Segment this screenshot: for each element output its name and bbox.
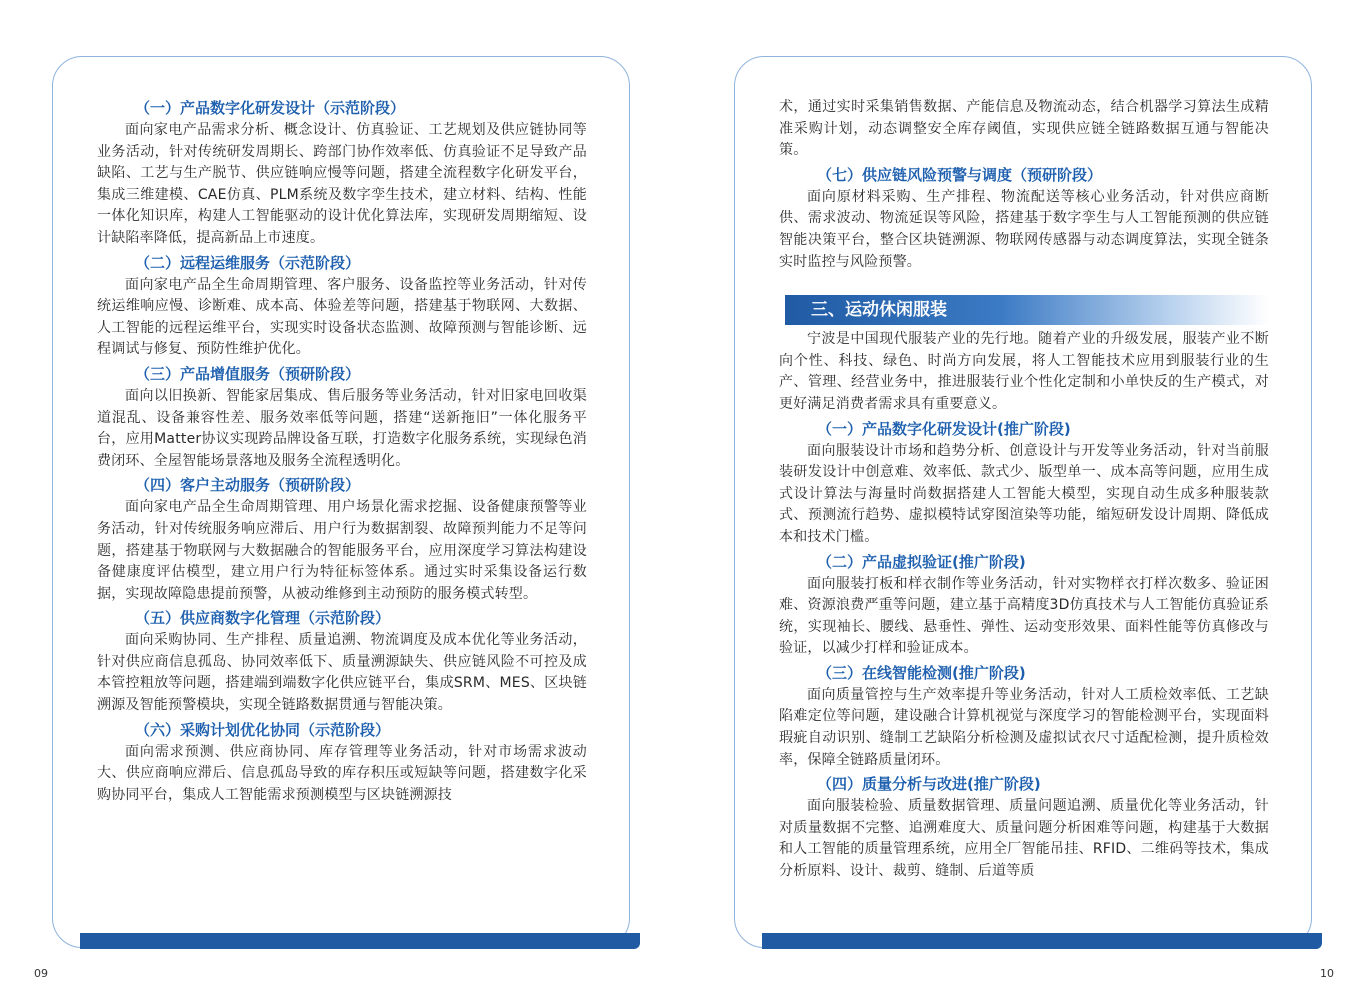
section-heading: （七）供应链风险预警与调度（预研阶段） xyxy=(817,165,1103,184)
page-number-right: 10 xyxy=(1320,967,1334,980)
left-page xyxy=(52,56,630,948)
section-heading: （三）产品增值服务（预研阶段） xyxy=(135,364,361,383)
section-heading: （二）远程运维服务（示范阶段） xyxy=(135,253,361,272)
paragraph: 面向原材料采购、生产排程、物流配送等核心业务活动，针对供应商断供、需求波动、物流延误等风险，搭建基于数字孪生与人工智能预测的供应链智能决策平台，整合区块链溯源、物联网传感器与动态调度算法，实现全链条实时监控与风险预警。 xyxy=(779,188,1269,270)
page-number-left: 09 xyxy=(34,967,48,980)
section-heading: （四）客户主动服务（预研阶段） xyxy=(135,476,361,495)
section-heading: （二）产品虚拟验证(推广阶段) xyxy=(817,552,1026,571)
right-page-content xyxy=(779,97,1269,885)
section-heading: （六）采购计划优化协同（示范阶段） xyxy=(135,720,391,739)
right-page-bottom-bar xyxy=(762,933,1322,949)
section-heading: （四）质量分析与改进(推广阶段) xyxy=(817,775,1041,794)
paragraph: 面向服装检验、质量数据管理、质量问题追溯、质量优化等业务活动，针对质量数据不完整、追溯难度大、质量问题分析困难等问题，构建基于大数据和人工智能的质量管理系统，应用全厂智能吊挂、RFID、二维码等技术，集成分析原料、设计、裁剪、缝制、后道等质 xyxy=(779,798,1269,880)
paragraph: 宁波是中国现代服装产业的先行地。随着产业的升级发展，服装产业不断向个性、科技、绿色、时尚方向发展，将人工智能技术应用到服装行业的生产、管理、经营业务中，推进服装行业个性化定制和小单快反的生产模式，对更好满足消费者需求具有重要意义。 xyxy=(779,331,1269,412)
paragraph: 面向家电产品全生命周期管理、客户服务、设备监控等业务活动，针对传统运维响应慢、诊断难、成本高、体验差等问题，搭建基于物联网、大数据、人工智能的远程运维平台，实现实时设备状态监测、故障预测与智能诊断、远程调试与修复、预防性维护优化。 xyxy=(97,276,587,358)
paragraph: 面向采购协同、生产排程、质量追溯、物流调度及成本优化等业务活动，针对供应商信息孤岛、协同效率低下、质量溯源缺失、供应链风险不可控及成本管控粗放等问题，搭建端到端数字化供应链平台，集成SRM、MES、区块链溯源及智能预警模块，实现全链路数据贯通与智能决策。 xyxy=(97,632,587,714)
paragraph: 面向服装设计市场和趋势分析、创意设计与开发等业务活动，针对当前服装研发设计中创意难、效率低、款式少、版型单一、成本高等问题，应用生成式设计算法与海量时尚数据搭建人工智能大模型，实现自动生成多种服装款式、预测流行趋势、虚拟模特试穿图渲染等功能，缩短研发设计周期、降低成本和技术门槛。 xyxy=(779,442,1269,545)
left-page-bottom-bar xyxy=(80,933,640,949)
section-heading: （三）在线智能检测(推广阶段) xyxy=(817,663,1026,682)
paragraph: 面向需求预测、供应商协同、库存管理等业务活动，针对市场需求波动大、供应商响应滞后、信息孤岛导致的库存积压或短缺等问题，搭建数字化采购协同平台，集成人工智能需求预测模型与区块链溯源技 xyxy=(97,743,587,803)
section-heading: （五）供应商数字化管理（示范阶段） xyxy=(135,609,391,628)
chapter-banner: 三、运动休闲服装 xyxy=(779,295,1269,325)
left-page-content xyxy=(97,97,587,808)
paragraph: 面向家电产品需求分析、概念设计、仿真验证、工艺规划及供应链协同等业务活动，针对传统研发周期长、跨部门协作效率低、仿真验证不足导致产品缺陷、工艺与生产脱节、供应链响应慢等问题，搭建全流程数字化研发平台，集成三维建模、CAE仿真、PLM系统及数字孪生技术，建立材料、结构、性能一体化知识库，构建人工智能驱动的设计优化算法库，实现研发周期缩短、设计缺陷率降低，提高新品上市速度。 xyxy=(97,122,587,246)
section-heading: （一）产品数字化研发设计(推广阶段) xyxy=(817,419,1071,438)
paragraph: 面向家电产品全生命周期管理、用户场景化需求挖掘、设备健康预警等业务活动，针对传统服务响应滞后、用户行为数据割裂、故障预判能力不足等问题，搭建基于物联网与大数据融合的智能服务平台，应用深度学习算法构建设备健康度评估模型，建立用户行为特征标签体系。通过实时采集设备运行数据，实现故障隐患提前预警，从被动维修到主动预防的服务模式转型。 xyxy=(97,499,587,602)
paragraph: 面向服装打板和样衣制作等业务活动，针对实物样衣打样次数多、验证困难、资源浪费严重等问题，建立基于高精度3D仿真技术与人工智能仿真验证系统，实现袖长、腰线、悬垂性、弹性、运动变形效果、面料性能等仿真修改与验证，以减少打样和验证成本。 xyxy=(779,575,1269,657)
section-heading: （一）产品数字化研发设计（示范阶段） xyxy=(135,99,406,117)
right-page xyxy=(734,56,1312,948)
continued-paragraph: 术，通过实时采集销售数据、产能信息及物流动态，结合机器学习算法生成精准采购计划，动态调整安全库存阈值，实现供应链全链路数据互通与智能决策。 xyxy=(779,99,1269,159)
paragraph: 面向以旧换新、智能家居集成、售后服务等业务活动，针对旧家电回收渠道混乱、设备兼容性差、服务效率低等问题，搭建“送新拖旧”一体化服务平台，应用Matter协议实现跨品牌设备互联，打造数字化服务系统，实现绿色消费闭环、全屋智能场景落地及服务全流程透明化。 xyxy=(97,387,587,469)
paragraph: 面向质量管控与生产效率提升等业务活动，针对人工质检效率低、工艺缺陷难定位等问题，建设融合计算机视觉与深度学习的智能检测平台，实现面料瑕疵自动识别、缝制工艺缺陷分析检测及虚拟试衣尺寸适配检测，提升质检效率，保障全链路质量闭环。 xyxy=(779,686,1269,768)
